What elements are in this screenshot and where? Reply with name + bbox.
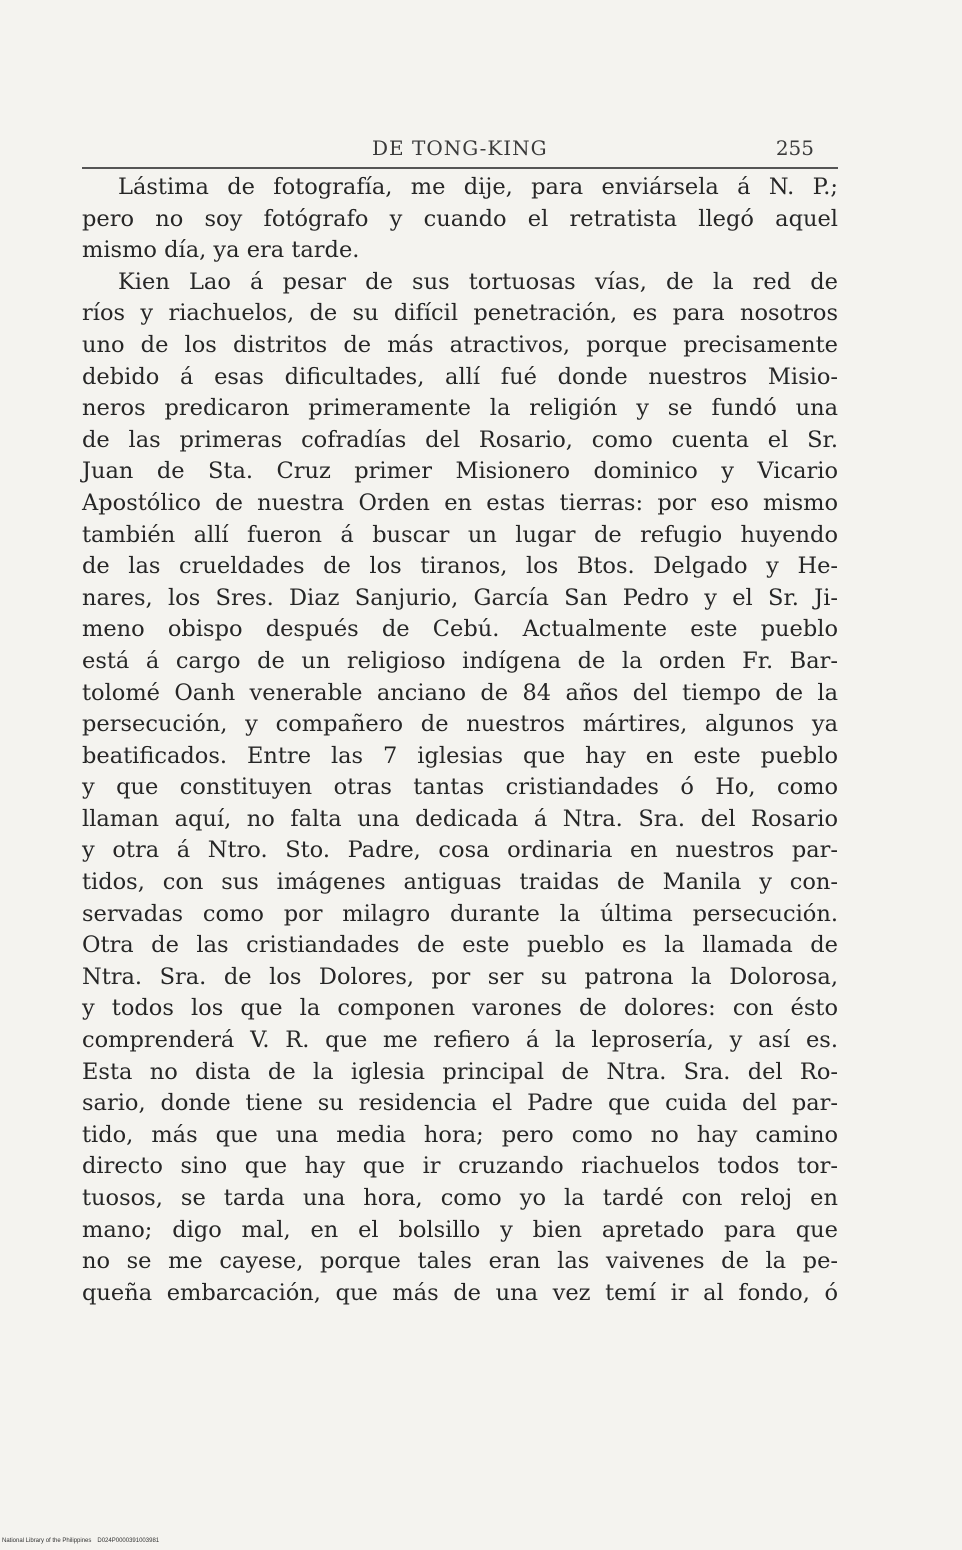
text-line: de las crueldades de los tiranos, los Btos. Delgado y He- [82,553,838,580]
body-text [82,172,838,1309]
text-line: tolomé Oanh venerable anciano de 84 años del tiempo de la [82,679,838,706]
text-line: sario, donde tiene su residencia el Padre que cuida del par- [82,1090,838,1117]
text-line: y todos los que la componen varones de dolores: con ésto [82,995,838,1022]
text-line: Kien Lao á pesar de sus tortuosas vías, de la red de [118,268,838,295]
text-line: persecución, y compañero de nuestros mártires, algunos ya [82,711,838,738]
text-line: directo sino que hay que ir cruzando riachuelos todos tor- [82,1153,838,1180]
text-line: mismo día, ya era tarde. [82,237,360,264]
scan-code: D024P0000391003981 [97,1538,160,1544]
text-line: tidos, con sus imágenes antiguas traidas de Manila y con- [82,869,838,896]
text-line: Ntra. Sra. de los Dolores, por ser su patrona la Dolorosa, [82,963,838,990]
text-line: tuosos, se tarda una hora, como yo la tardé con reloj en [82,1185,838,1211]
text-line: debido á esas dificultades, allí fué donde nuestros Misio- [82,363,838,390]
page-number: 255 [775,136,814,160]
text-line: queña embarcación, que más de una vez temí ir al fondo, ó [82,1279,838,1306]
text-line: neros predicaron primeramente la religión y se fundó una [82,395,838,422]
library-credit: National Library of the Philippines [2,1538,92,1544]
text-line: Juan de Sta. Cruz primer Misionero dominico y Vicario [82,458,838,485]
text-line: uno de los distritos de más atractivos, porque precisamente [82,331,838,358]
text-line: de las primeras cofradías del Rosario, como cuenta el Sr. [82,426,838,453]
text-line: está á cargo de un religioso indígena de la orden Fr. Bar- [82,647,838,674]
page-header [82,136,838,166]
header-rule [82,167,838,169]
text-line: y que constituyen otras tantas cristiandades ó Ho, como [82,774,838,801]
text-line: beatificados. Entre las 7 iglesias que hay en este pueblo [82,742,838,769]
text-line: tido, más que una media hora; pero como no hay camino [82,1121,838,1148]
text-line: ríos y riachuelos, de su difícil penetración, es para nosotros [82,300,838,327]
text-line: también allí fueron á buscar un lugar de refugio huyendo [82,521,838,548]
text-line: Lástima de fotografía, me dije, para enviársela á N. P.; [118,174,838,200]
text-line: Esta no dista de la iglesia principal de Ntra. Sra. del Ro- [82,1058,838,1085]
text-line: nares, los Sres. Diaz Sanjurio, García San Pedro y el Sr. Ji- [82,584,838,611]
text-line: pero no soy fotógrafo y cuando el retratista llegó aquel [82,205,838,232]
text-line: Otra de las cristiandades de este pueblo es la llamada de [82,932,838,959]
text-line: comprenderá V. R. que me refiero á la leprosería, y así es. [82,1027,838,1054]
text-line: Apostólico de nuestra Orden en estas tierras: por eso mismo [82,489,838,516]
scan-footer [2,1538,159,1544]
text-line: servadas como por milagro durante la última persecución. [82,900,838,927]
running-title: DE TONG-KING [372,136,548,160]
text-line: meno obispo después de Cebú. Actualmente este pueblo [82,616,838,643]
text-line: mano; digo mal, en el bolsillo y bien apretado para que [82,1216,838,1243]
text-line: y otra á Ntro. Sto. Padre, cosa ordinaria en nuestros par- [82,837,838,864]
text-line: no se me cayese, porque tales eran las vaivenes de la pe- [82,1248,838,1275]
text-line: llaman aquí, no falta una dedicada á Ntra. Sra. del Rosario [82,805,838,832]
